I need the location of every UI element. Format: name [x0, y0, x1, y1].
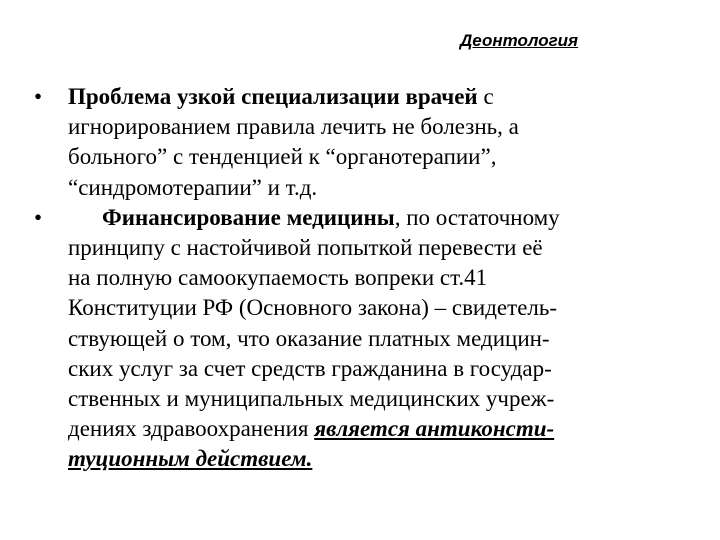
- text-run: дениях здравоохранения: [68, 416, 315, 442]
- bold-phrase: Проблема узкой специализации врачей: [68, 84, 478, 109]
- bullet-line: принципу с настойчивой попыткой перевести её: [68, 235, 543, 261]
- emphasis-phrase: туционным действием.: [68, 446, 313, 472]
- bullet-line: [68, 203, 700, 233]
- bold-phrase: Финансирование медицины: [102, 204, 395, 230]
- bullet-list: [0, 82, 720, 475]
- emphasis-phrase: является антиконсти-: [314, 416, 555, 442]
- bullet-line: ских услуг за счет средств гражданина в государ-: [68, 355, 552, 381]
- bullet-line: больного” с тенденцией к “органотерапии”,: [68, 144, 497, 170]
- bullet-line: [68, 82, 700, 112]
- bullet-line: [68, 444, 700, 474]
- bullet-line: игнорированием правила лечить не болезнь, а: [68, 114, 519, 140]
- bullet-marker-icon: •: [34, 204, 43, 230]
- bullet-line: на полную самоокупаемость вопреки ст.41: [68, 265, 488, 291]
- bullet-line: [68, 414, 700, 444]
- bullet-line: “синдромотерапии” и т.д.: [68, 174, 318, 200]
- bullet-line: Конституции РФ (Основного закона) – свидетель-: [68, 295, 558, 321]
- text-run: , по остаточному: [394, 204, 560, 230]
- bullet-marker-icon: •: [34, 84, 43, 109]
- slide-title: Деонтология: [460, 31, 579, 50]
- bullet-item-specialization: [0, 82, 720, 203]
- text-run: с: [477, 84, 494, 109]
- bullet-line: ственных и муниципальных медицинских учреж-: [68, 386, 555, 412]
- bullet-line: ствующей о том, что оказание платных медицин-: [68, 325, 550, 351]
- bullet-item-financing: [0, 203, 720, 475]
